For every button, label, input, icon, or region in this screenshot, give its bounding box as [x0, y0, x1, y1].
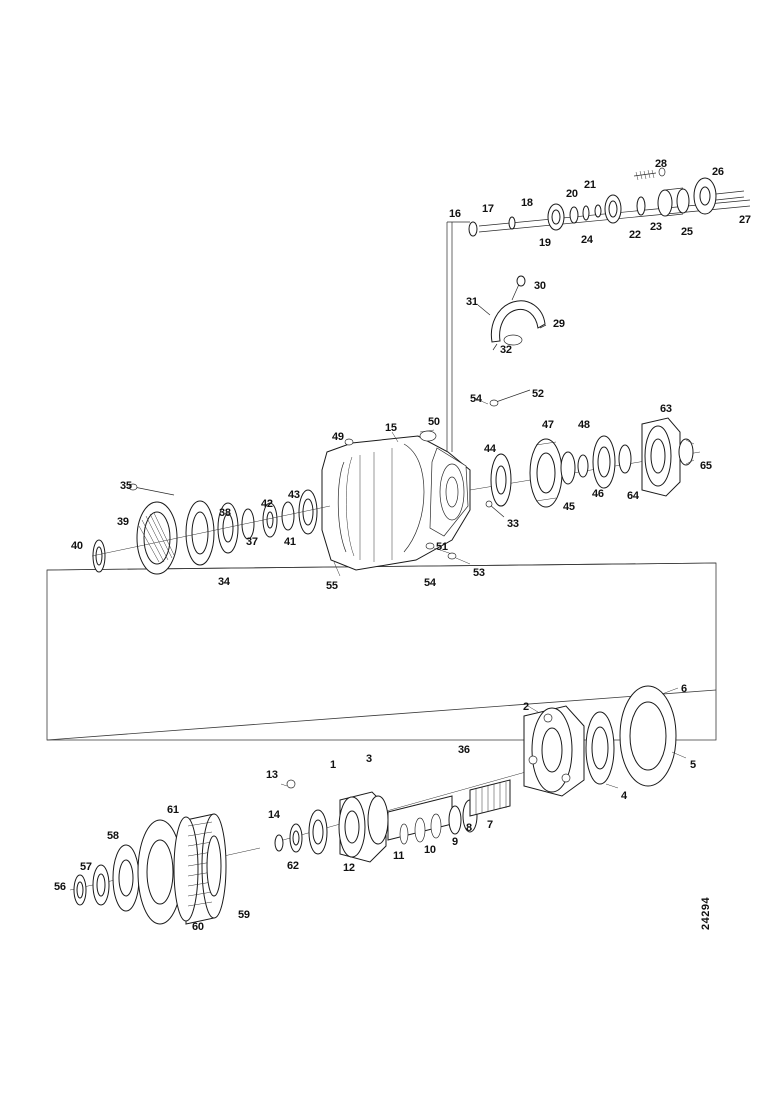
callout-30: 30 — [534, 280, 546, 292]
callout-45: 45 — [563, 501, 575, 513]
callout-56: 56 — [54, 881, 66, 893]
callout-57: 57 — [80, 861, 92, 873]
callout-37: 37 — [246, 536, 258, 548]
callout-54b: 54 — [424, 577, 436, 589]
callout-51: 51 — [436, 541, 448, 553]
connector-lines — [447, 222, 470, 452]
callout-42: 42 — [261, 498, 273, 510]
callout-7: 7 — [487, 819, 493, 831]
guide-frame — [47, 563, 716, 740]
callout-65: 65 — [700, 460, 712, 472]
callout-9: 9 — [452, 836, 458, 848]
callout-54a: 54 — [470, 393, 482, 405]
callout-44: 44 — [484, 443, 496, 455]
callout-48: 48 — [578, 419, 590, 431]
callout-26: 26 — [712, 166, 724, 178]
callout-21: 21 — [584, 179, 596, 191]
callout-20: 20 — [566, 188, 578, 200]
callout-38: 38 — [219, 507, 231, 519]
callout-59: 59 — [238, 909, 250, 921]
callout-22: 22 — [629, 229, 641, 241]
callout-2: 2 — [523, 701, 529, 713]
callout-31: 31 — [466, 296, 478, 308]
callout-3: 3 — [366, 753, 372, 765]
callout-33: 33 — [507, 518, 519, 530]
callout-25: 25 — [681, 226, 693, 238]
callout-8: 8 — [466, 822, 472, 834]
callout-19: 19 — [539, 237, 551, 249]
callout-4: 4 — [621, 790, 627, 802]
callout-49: 49 — [332, 431, 344, 443]
callout-53: 53 — [473, 567, 485, 579]
plate-number: 24294 — [700, 896, 712, 930]
callout-23: 23 — [650, 221, 662, 233]
callout-36: 36 — [458, 744, 470, 756]
callout-62: 62 — [287, 860, 299, 872]
callout-63: 63 — [660, 403, 672, 415]
callout-32: 32 — [500, 344, 512, 356]
callout-5: 5 — [690, 759, 696, 771]
callout-18: 18 — [521, 197, 533, 209]
callout-14: 14 — [268, 809, 280, 821]
callout-27: 27 — [739, 214, 751, 226]
callout-13: 13 — [266, 769, 278, 781]
callout-43: 43 — [288, 489, 300, 501]
callout-6: 6 — [681, 683, 687, 695]
callout-1: 1 — [330, 759, 336, 771]
callout-29: 29 — [553, 318, 565, 330]
callout-39: 39 — [117, 516, 129, 528]
callout-47: 47 — [542, 419, 554, 431]
callout-15: 15 — [385, 422, 397, 434]
callout-10: 10 — [424, 844, 436, 856]
callout-58: 58 — [107, 830, 119, 842]
callout-11: 11 — [393, 850, 405, 862]
callout-64: 64 — [627, 490, 639, 502]
callout-35: 35 — [120, 480, 132, 492]
group-right-stack — [470, 418, 700, 507]
callout-34: 34 — [218, 576, 230, 588]
callout-60: 60 — [192, 921, 204, 933]
callout-46: 46 — [592, 488, 604, 500]
callout-17: 17 — [482, 203, 494, 215]
callout-40: 40 — [71, 540, 83, 552]
group-main-shaft — [275, 683, 687, 862]
callout-28: 28 — [655, 158, 667, 170]
callout-16: 16 — [449, 208, 461, 220]
callout-12: 12 — [343, 862, 355, 874]
callout-24: 24 — [581, 234, 593, 246]
callout-50: 50 — [428, 416, 440, 428]
callout-41: 41 — [284, 536, 296, 548]
group-clutch-stack — [70, 814, 260, 924]
group-shift-shaft — [469, 168, 750, 236]
callout-52: 52 — [532, 388, 544, 400]
callout-61: 61 — [167, 804, 179, 816]
callout-55: 55 — [326, 580, 338, 592]
